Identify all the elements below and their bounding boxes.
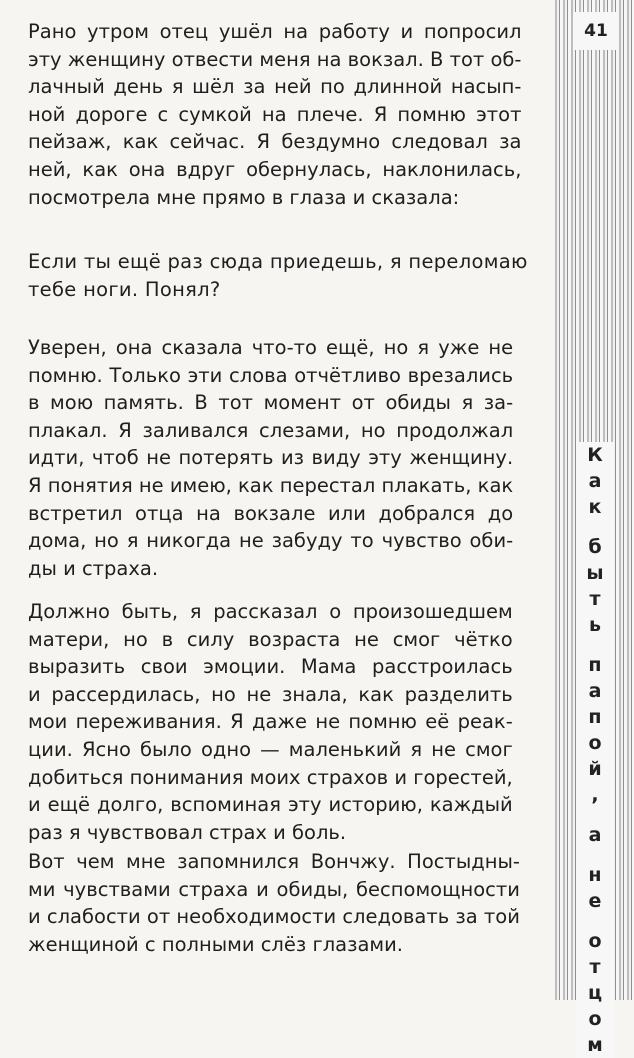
text-line: эту женщину отвести меня на вокзал. В тот об- <box>28 47 522 71</box>
text-line: мои переживания. Я даже не помню её реак- <box>28 710 513 734</box>
text-line: тебе ноги. Понял? <box>28 277 221 301</box>
running-title <box>576 442 614 1058</box>
paragraph-4 <box>28 848 520 958</box>
text-line: матери, но в силу возраста не смог чётко <box>28 627 513 651</box>
quote-paragraph <box>28 248 528 303</box>
text-line: помню. Только эти слова отчётливо врезались <box>28 363 514 387</box>
text-line: ной дороге с сумкой на плече. Я помню этот <box>28 102 522 126</box>
text-line: добиться понимания моих страхов и горестей, <box>28 765 513 789</box>
text-line: ции. Ясно было одно — маленький я не смог <box>28 737 513 761</box>
text-line: Если ты ещё раз сюда приедешь, я переломаю <box>28 250 528 273</box>
page-number-box <box>573 12 619 50</box>
running-title-word: н е <box>588 864 602 912</box>
text-line: Должно быть, я рассказал о произошедшем <box>28 600 513 623</box>
text-line: Вот чем мне запомнился Вончжу. Постыдны- <box>28 850 520 873</box>
running-title-word: о т ц о м <box>587 930 603 1056</box>
text-line: ней, как она вдруг обернулась, наклонилась, <box>28 157 522 181</box>
text-line: Рано утром отец ушёл на работу и попросил <box>28 20 522 43</box>
text-line: выразить свои эмоции. Мама расстроилась <box>28 655 513 679</box>
text-line: Уверен, она сказала что-то ещё, но я уже не <box>28 336 514 359</box>
text-line: и рассердилась, но не знала, как разделить <box>28 682 513 706</box>
text-line: и ещё долго, вспоминая эту историю, каждый <box>28 793 513 817</box>
text-line: ми чувствами страха и обиды, беспомощности <box>28 877 520 901</box>
paragraph-1 <box>28 18 521 211</box>
text-line: встретил отца на вокзале или добрался до <box>28 501 514 525</box>
running-title-word: а <box>588 824 602 846</box>
running-title-word: п а п о й , <box>588 654 602 806</box>
text-line: посмотрела мне прямо в глаза и сказала: <box>28 185 460 209</box>
text-line: в мою память. В тот момент от обиды я за- <box>28 391 514 415</box>
paragraph-2 <box>28 334 513 582</box>
text-line: пейзаж, как сейчас. Я бездумно следовал за <box>28 130 522 154</box>
running-title-word: К а к <box>587 444 603 518</box>
text-line: идти, чтоб не потерять из виду эту женщину. <box>28 446 514 470</box>
text-line: женщиной с полными слёз глазами. <box>28 932 404 956</box>
text-line: Я понятия не имею, как перестал плакать, как <box>28 473 514 497</box>
text-line: раз я чувствовал страх и боль. <box>28 820 347 844</box>
text-line: и слабости от необходимости следовать за той <box>28 905 520 929</box>
text-line: дома, но я никогда не забуду то чувство оби- <box>28 529 514 553</box>
text-line: плакал. Я заливался слезами, но продолжал <box>28 418 514 442</box>
text-line: лачный день я шёл за ней по длинной насып- <box>28 75 522 99</box>
text-line: ды и страха. <box>28 556 159 580</box>
running-title-word: б ы т ь <box>586 536 604 636</box>
page-number: 41 <box>584 21 608 41</box>
paragraph-3 <box>28 598 513 846</box>
